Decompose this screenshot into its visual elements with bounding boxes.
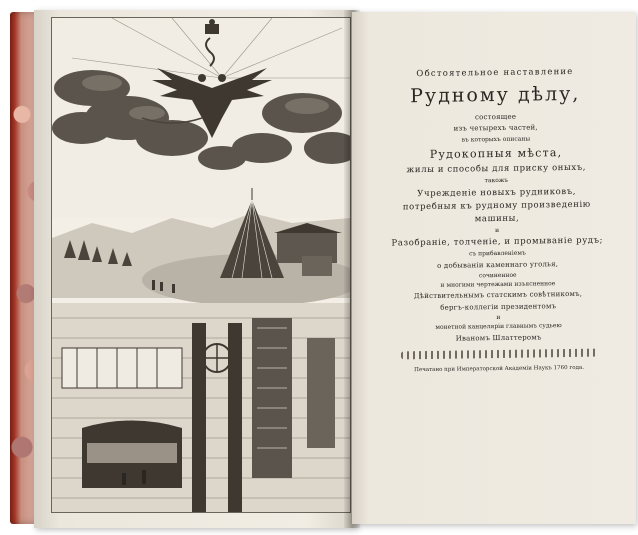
main-title: Рудному дѣлу, <box>409 83 581 108</box>
imprint-line: Печатано при Императорской Академіи Наукъ 1760 года. <box>414 364 585 374</box>
subtitle-four-parts: изъ четырехъ частей, <box>453 123 538 133</box>
subtitle-consisting: состоящее <box>474 112 517 122</box>
required-line: потребныя къ рудному произведенію <box>402 199 591 213</box>
upper-gallery <box>62 348 182 388</box>
engraving-illustration <box>52 18 350 512</box>
and-line: и <box>495 227 500 235</box>
composed-line: сочиненное <box>478 271 517 280</box>
ornament-divider <box>401 349 597 360</box>
appendix-line: съ прибавленіемъ <box>469 250 526 258</box>
also-line: такожъ <box>484 177 509 185</box>
vertical-shaft <box>252 318 292 478</box>
side-shaft <box>307 338 335 448</box>
heading: Обстоятельное наставление <box>416 66 574 80</box>
subtitle-in-which: въ которыхъ описаны <box>461 135 531 144</box>
establishment-line: Учрежденіе новыхъ рудниковъ, <box>417 186 577 199</box>
title-text-block <box>354 66 638 374</box>
machines-line: машины, <box>474 213 520 225</box>
author-line: Иваномъ Шлаттеромъ <box>455 332 542 343</box>
councillor-line: Дѣйствительнымъ статскимъ совѣтникомъ, <box>413 290 583 301</box>
college-line: бергъ-коллегіи президентомъ <box>440 301 557 312</box>
chancellery-line: монетной канцелярiи главнымъ судьею <box>435 322 562 332</box>
ore-cart-rail <box>87 443 177 463</box>
veins-line: жилы и способы для приску оныхъ, <box>406 162 587 176</box>
drawings-line: и многими чертежами изъясненное <box>440 280 556 290</box>
processing-line: Разобраніе, толченіе, и промываніе рудъ; <box>391 235 604 249</box>
coal-line: о добываніи каменнаго уголья, <box>437 259 559 270</box>
mining-places: Рудокопныя мѣста, <box>429 146 563 161</box>
shed <box>302 256 332 276</box>
and2-line: и <box>496 314 501 322</box>
